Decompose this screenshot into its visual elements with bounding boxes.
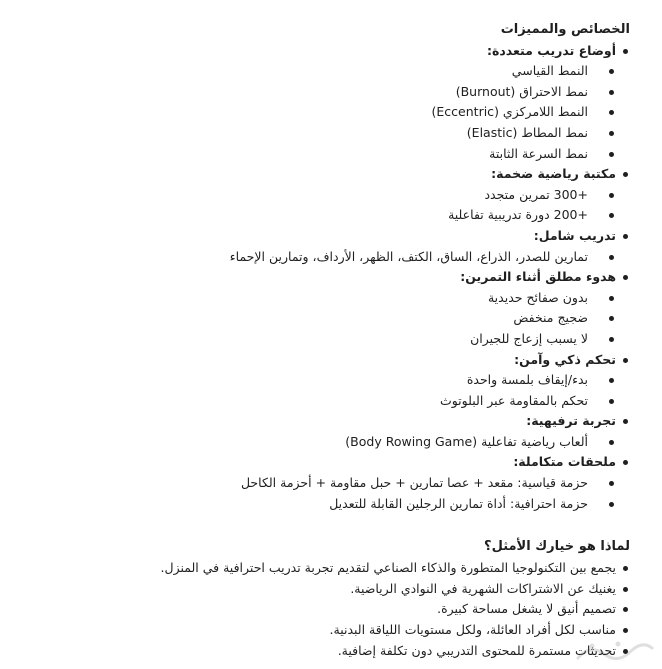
watermark-logo <box>570 638 658 666</box>
list-item: حزمة قياسية: مقعد + عصا تمارين + حبل مقاومة + أحزمة الكاحل <box>20 473 588 494</box>
list-item: تحديثات مستمرة للمحتوى التدريبي دون تكلفة إضافية. <box>20 641 616 662</box>
list-item: +300 تمرين متجدد <box>20 185 588 206</box>
category-title: مكتبة رياضية ضخمة: <box>491 166 616 182</box>
category-items <box>20 432 616 453</box>
features-heading: الخصائص والمميزات <box>500 22 630 37</box>
category-title: ملحقات متكاملة: <box>513 454 616 470</box>
category-items <box>20 61 616 164</box>
list-item: بدء/إيقاف بلمسة واحدة <box>20 370 588 391</box>
list-item: +200 دورة تدريبية تفاعلية <box>20 205 588 226</box>
feature-category <box>20 41 616 165</box>
category-title: هدوء مطلق أثناء التمرين: <box>460 269 616 285</box>
list-item: تمارين للصدر، الذراع، الساق، الكتف، الظهر، الأرداف، وتمارين الإحماء <box>20 247 588 268</box>
category-items <box>20 247 616 268</box>
feature-category <box>20 226 616 267</box>
list-item: ضجيج منخفض <box>20 308 588 329</box>
category-items <box>20 288 616 350</box>
list-item: تصميم أنيق لا يشغل مساحة كبيرة. <box>20 599 616 620</box>
category-title: أوضاع تدريب متعددة: <box>486 42 616 58</box>
feature-category <box>20 411 616 452</box>
list-item: نمط الاحتراق (Burnout) <box>20 82 588 103</box>
feature-category <box>20 350 616 412</box>
features-list <box>20 41 630 515</box>
feature-category <box>20 164 616 226</box>
why-heading: لماذا هو خيارك الأمثل؟ <box>484 539 630 555</box>
list-item: لا يسبب إزعاج للجيران <box>20 329 588 350</box>
list-item: النمط القياسي <box>20 61 588 82</box>
category-items <box>20 473 616 514</box>
category-items <box>20 370 616 411</box>
list-item: مناسب لكل أفراد العائلة، ولكل مستويات اللياقة البدنية. <box>20 620 616 641</box>
category-title: تدريب شامل: <box>533 227 616 243</box>
list-item: نمط المطاط (Elastic) <box>20 123 588 144</box>
section-spacer <box>20 514 630 536</box>
list-item: بدون صفائح حديدية <box>20 288 588 309</box>
category-title: تجربة ترفيهية: <box>526 413 616 429</box>
feature-category <box>20 452 616 514</box>
why-list <box>20 558 630 661</box>
category-items <box>20 185 616 226</box>
list-item: تحكم بالمقاومة عبر البلوتوث <box>20 391 588 412</box>
list-item: النمط اللامركزي (Eccentric) <box>20 102 588 123</box>
list-item: يجمع بين التكنولوجيا المتطورة والذكاء الصناعي لتقديم تجربة تدريب احترافية في المنزل. <box>20 558 616 579</box>
category-title: تحكم ذكي وآمن: <box>514 351 616 367</box>
list-item: حزمة احترافية: أداة تمارين الرجلين القابلة للتعديل <box>20 494 588 515</box>
list-item: ألعاب رياضية تفاعلية (Body Rowing Game) <box>20 432 588 453</box>
feature-category <box>20 267 616 349</box>
list-item: يغنيك عن الاشتراكات الشهرية في النوادي الرياضية. <box>20 579 616 600</box>
list-item: نمط السرعة الثابتة <box>20 144 588 165</box>
